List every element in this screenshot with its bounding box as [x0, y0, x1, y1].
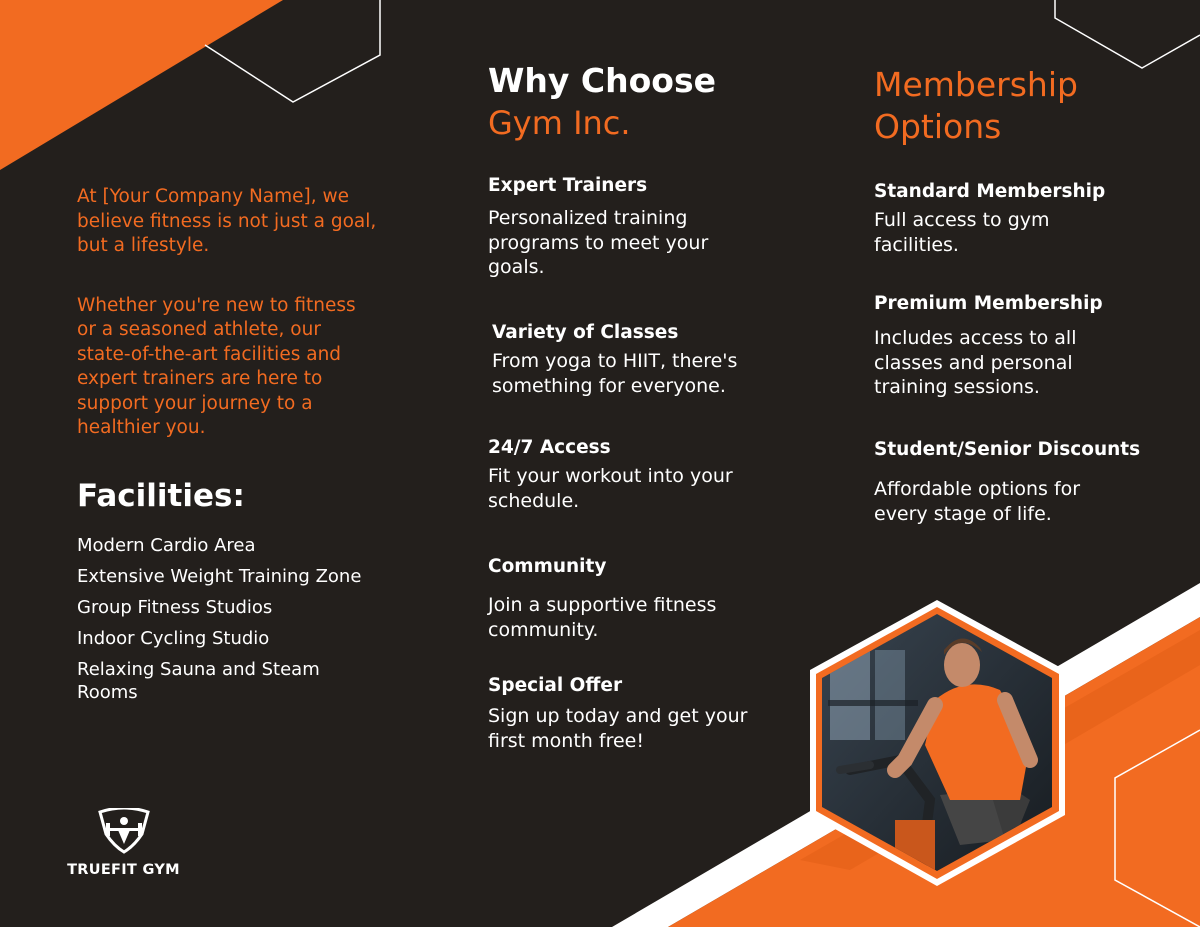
- intro-paragraph-1: At [Your Company Name], we believe fitness is not just a goal, but a lifestyle.: [77, 186, 377, 256]
- list-item: Modern Cardio Area: [77, 534, 256, 556]
- membership-title-line2: Options: [874, 107, 1002, 146]
- facilities-heading: Facilities:: [77, 477, 245, 514]
- item-description: Full access to gym facilities.: [874, 209, 1050, 256]
- item-description: Personalized training programs to meet your goals.: [488, 207, 709, 278]
- gym-shield-logo-icon: [94, 808, 154, 854]
- membership-title-line1: Membership: [874, 65, 1078, 104]
- why-title-line2: Gym Inc.: [488, 104, 631, 142]
- item-title: Standard Membership: [874, 181, 1106, 202]
- item-title: Student/Senior Discounts: [874, 439, 1141, 460]
- why-item-community: [488, 555, 758, 642]
- why-heading: [488, 60, 788, 144]
- intro-paragraph-2: Whether you're new to fitness or a seasoned athlete, our state-of-the-art facilities and expert trainers are here to support your journey to a healthier you.: [77, 294, 356, 438]
- orange-corner-triangle: [0, 0, 283, 170]
- item-description: Sign up today and get your first month free!: [488, 705, 748, 752]
- logo-text: TRUEFIT GYM: [67, 862, 180, 878]
- membership-heading: [874, 64, 1174, 148]
- item-title: Variety of Classes: [492, 322, 679, 343]
- item-description: Affordable options for every stage of life.: [874, 478, 1081, 525]
- membership-standard: [874, 180, 1174, 257]
- item-description: Fit your workout into your schedule.: [488, 465, 733, 512]
- why-item-variety-classes: [492, 321, 762, 398]
- why-item-expert-trainers: [488, 174, 758, 280]
- list-item: Relaxing Sauna and Steam Rooms: [77, 658, 320, 703]
- why-title-line1: Why Choose: [488, 61, 716, 100]
- membership-premium: [874, 292, 1174, 400]
- item-title: Premium Membership: [874, 293, 1103, 314]
- item-description: Includes access to all classes and personal training sessions.: [874, 327, 1077, 398]
- item-title: Community: [488, 556, 607, 577]
- why-item-special-offer: [488, 674, 758, 753]
- membership-discounts: [874, 438, 1174, 526]
- facilities-list: [77, 534, 377, 704]
- truefit-logo: [66, 808, 181, 878]
- list-item: Indoor Cycling Studio: [77, 627, 270, 649]
- hexagon-outline-topright: [1055, 0, 1200, 68]
- list-item: Group Fitness Studios: [77, 596, 273, 618]
- intro-column: [77, 185, 377, 712]
- item-description: Join a supportive fitness community.: [488, 594, 717, 641]
- item-title: Special Offer: [488, 675, 623, 696]
- list-item: Extensive Weight Training Zone: [77, 565, 362, 587]
- why-item-access: [488, 436, 758, 513]
- item-description: From yoga to HIIT, there's something for everyone.: [492, 350, 738, 397]
- item-title: 24/7 Access: [488, 437, 611, 458]
- item-title: Expert Trainers: [488, 175, 648, 196]
